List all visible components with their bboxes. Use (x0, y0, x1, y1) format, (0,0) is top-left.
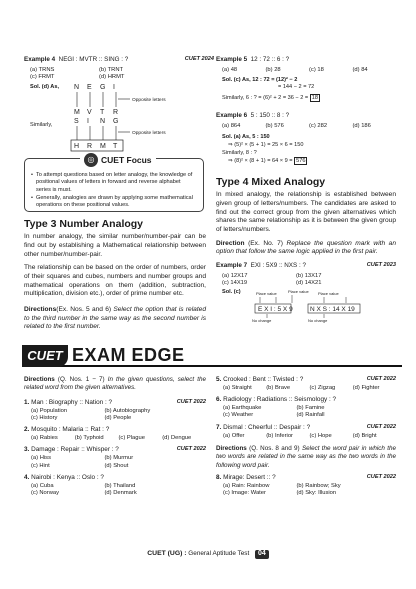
focus-bullet: • To attempt questions based on letter analogy, the knowledge of positional values of letters in forward and reverse alphabet series is must. (31, 172, 193, 193)
place-value-label: Place value (288, 290, 309, 294)
no-change-label: No change (252, 318, 272, 323)
example-5: Example 5 12 : 72 :: 6 : ? (a) 48 (b) 28 (c) 18 (d) 84 Sol. (c) As, 12 : 72 = (12)² − 2 = 144 − 2 = 72 Similarly, 6 : ? = (6)² + 2 = 36 − 2 = 18 (216, 56, 396, 102)
top-letter: G (113, 118, 119, 125)
section-heading: Type 4 Mixed Analogy (216, 176, 326, 188)
question-3: 3. Damage : Repair :: Whisper : ? CUET 2022 (a) Hiss (b) Murmur (c) Hint (d) Shout (24, 446, 206, 469)
example-6: Example 6 5 : 150 :: 8 : ? (a) 864 (b) 576 (c) 282 (d) 186 Sol. (a) As, 5 : 150 ⇒ (5)² × (5 + 1) = 25 × 6 = 150 Similarly, 8 : ? ⇒ (8)² × (8 + 1) = 64 × 9 = 576 (216, 112, 396, 166)
option: (b) TRNT (99, 66, 124, 73)
option: (c) FRMT (30, 74, 55, 81)
bottom-letter: M (74, 109, 80, 116)
directions: Directions (Q. Nos. 1 − 7) In the given questions, select the related word from the given alternatives. (24, 376, 207, 392)
example-4-title: Example 4 (24, 56, 56, 63)
top-letter: N (74, 84, 80, 91)
opposite-letters-label: Opposite letters (132, 131, 166, 136)
footer-subject: General Aptitude Test (186, 550, 250, 557)
directions: Direction (Ex. No. 7) Replace the question mark with an option that follow the same logic applied in the first pair. (216, 239, 396, 256)
place-value-diagram (250, 290, 370, 330)
top-letter: E (87, 84, 92, 91)
similarly-label: Similarly, (30, 122, 53, 128)
rhs-pair: N X S : 14 X 19 (310, 306, 355, 313)
example-4 (24, 56, 214, 81)
question-1: 1. Man : Biography :: Nation : ? CUET 2022 (a) Population (b) Autobiography (c) History (d) People (24, 398, 206, 421)
example-7-options: (a) 12X17 (b) 13X17 (c) 14X19 (d) 14X21 (222, 272, 322, 287)
lhs-pair: E X I : 5 X 9 (258, 306, 293, 313)
banner-title: EXAM EDGE (72, 345, 185, 365)
bottom-letter: R (113, 109, 119, 116)
bottom-letter: M (100, 143, 106, 150)
focus-title: CUET Focus (101, 154, 152, 165)
footer (0, 550, 416, 562)
questions-right (216, 376, 396, 497)
section-heading: Type 3 Number Analogy (24, 218, 144, 230)
question-2: 2. Mosquito : Malaria :: Rat : ? (a) Rabies (b) Typhoid (c) Plague (d) Dengue (24, 426, 192, 442)
question-8: 8. Mirage: Desert :: ? CUET 2022 (a) Rain: Rainbow (b) Rainbow; Sky (c) Image: Water (d) Sky: Illusion (216, 473, 396, 497)
top-letter: I (113, 84, 115, 91)
top-letter: N (100, 118, 106, 125)
question-7: 7. Dismal : Cheerful :: Despair : ? CUET 2022 (a) Offer (b) Inferior (c) Hope (d) Bright (216, 423, 396, 439)
cuet-focus-box (24, 154, 204, 212)
directions-2: Directions (Q. Nos. 8 and 9) Select the word pair in which the two words are related in the same way as the two words in the following word pair. (216, 444, 396, 469)
no-change-label: No change (308, 318, 328, 323)
bottom-letter: H (74, 143, 80, 150)
example-6-solution: Sol. (a) As, 5 : 150 ⇒ (5)² × (5 + 1) = 25 × 6 = 150 Similarly, 8 : ? ⇒ (8)² × (8 + 1) = 64 × 9 = 576 (222, 134, 306, 165)
focus-icon: ◎ (84, 153, 98, 167)
focus-bullet: • Generally, analogies are drawn by applying some mathematical operations on these positional values. (31, 194, 193, 209)
solution-label: Sol. (d) As, (30, 84, 60, 90)
bottom-letter: V (87, 109, 92, 116)
option: (d) HRMT (99, 74, 125, 81)
opposite-letters-label: Opposite letters (132, 98, 166, 103)
paragraph: The relationship can be based on the order of numbers, order of their squares and cubes, numbers and number groups and mathematical operations on them (addition, subtraction, multiplication, division etc.), order of prime number etc. (24, 264, 206, 298)
bottom-letter: R (87, 143, 93, 150)
top-letter: I (87, 118, 89, 125)
option: (a) TRNS (30, 66, 55, 73)
top-letter: S (74, 118, 79, 125)
cuet-logo: CUET (22, 345, 68, 367)
paragraph: In mixed analogy, the relationship is established between given group of letters/numbers. The candidates are asked to find out the correct group from the given alternatives which shares the same relationship as it is between the given group of letters/numbers. (216, 191, 396, 233)
paragraph: In number analogy, the similar number/number-pair can be find out by establishing a Mathematical relationship between other number/number-pair. (24, 233, 206, 258)
top-letter: G (100, 84, 106, 91)
bottom-letter: T (100, 109, 105, 116)
solution-label: Sol. (c) (222, 289, 241, 296)
place-value-label: Place value (318, 291, 339, 296)
page-number: 04 (255, 550, 269, 559)
directions: Directions(Ex. Nos. 5 and 6) Select the option that is related to the third number in the same way as the second number is related to the first number. (24, 306, 207, 331)
example-5-options: (a) 48 (b) 28 (c) 18 (d) 84 (222, 66, 368, 73)
example-4-question: NEGI : MVTR :: SING : ? (58, 56, 129, 63)
example-5-solution: Sol. (c) As, 12 : 72 = (12)² − 2 = 144 − 2 = 72 Similarly, 6 : ? = (6)² + 2 = 36 − 2 = 18 (222, 77, 318, 101)
bottom-letter: T (113, 143, 118, 150)
example-6-options: (a) 864 (b) 576 (c) 282 (d) 186 (222, 122, 371, 129)
exam-tag: CUET 2024 (184, 56, 214, 62)
type-3-section (24, 218, 206, 332)
question-6: 6. Radiology : Radiations :: Seismology : ? (a) Earthquake (b) Famine (c) Weather (d) Rainfall (216, 396, 337, 419)
focus-header (80, 153, 156, 167)
question-4: 4. Nairobi : Kenya :: Oslo : ? (a) Cuba (b) Thailand (c) Norway (d) Denmark (24, 473, 137, 496)
example-7: Example 7 EXI : 5X9 :: NXS : ? CUET 2023 (a) 12X17 (b) 13X17 (c) 14X19 (d) 14X21 Sol. (c) (216, 262, 396, 296)
place-value-label: Place value (256, 291, 277, 296)
questions-left (24, 376, 206, 497)
footer-book: CUET (UG) : (147, 550, 187, 557)
question-5: 5. Crooked : Bent :: Twisted : ? CUET 2022 (a) Straight (b) Brave (c) Zigzag (d) Fighter (216, 376, 396, 391)
exam-edge-banner (22, 345, 402, 367)
type-4-section (216, 176, 396, 257)
